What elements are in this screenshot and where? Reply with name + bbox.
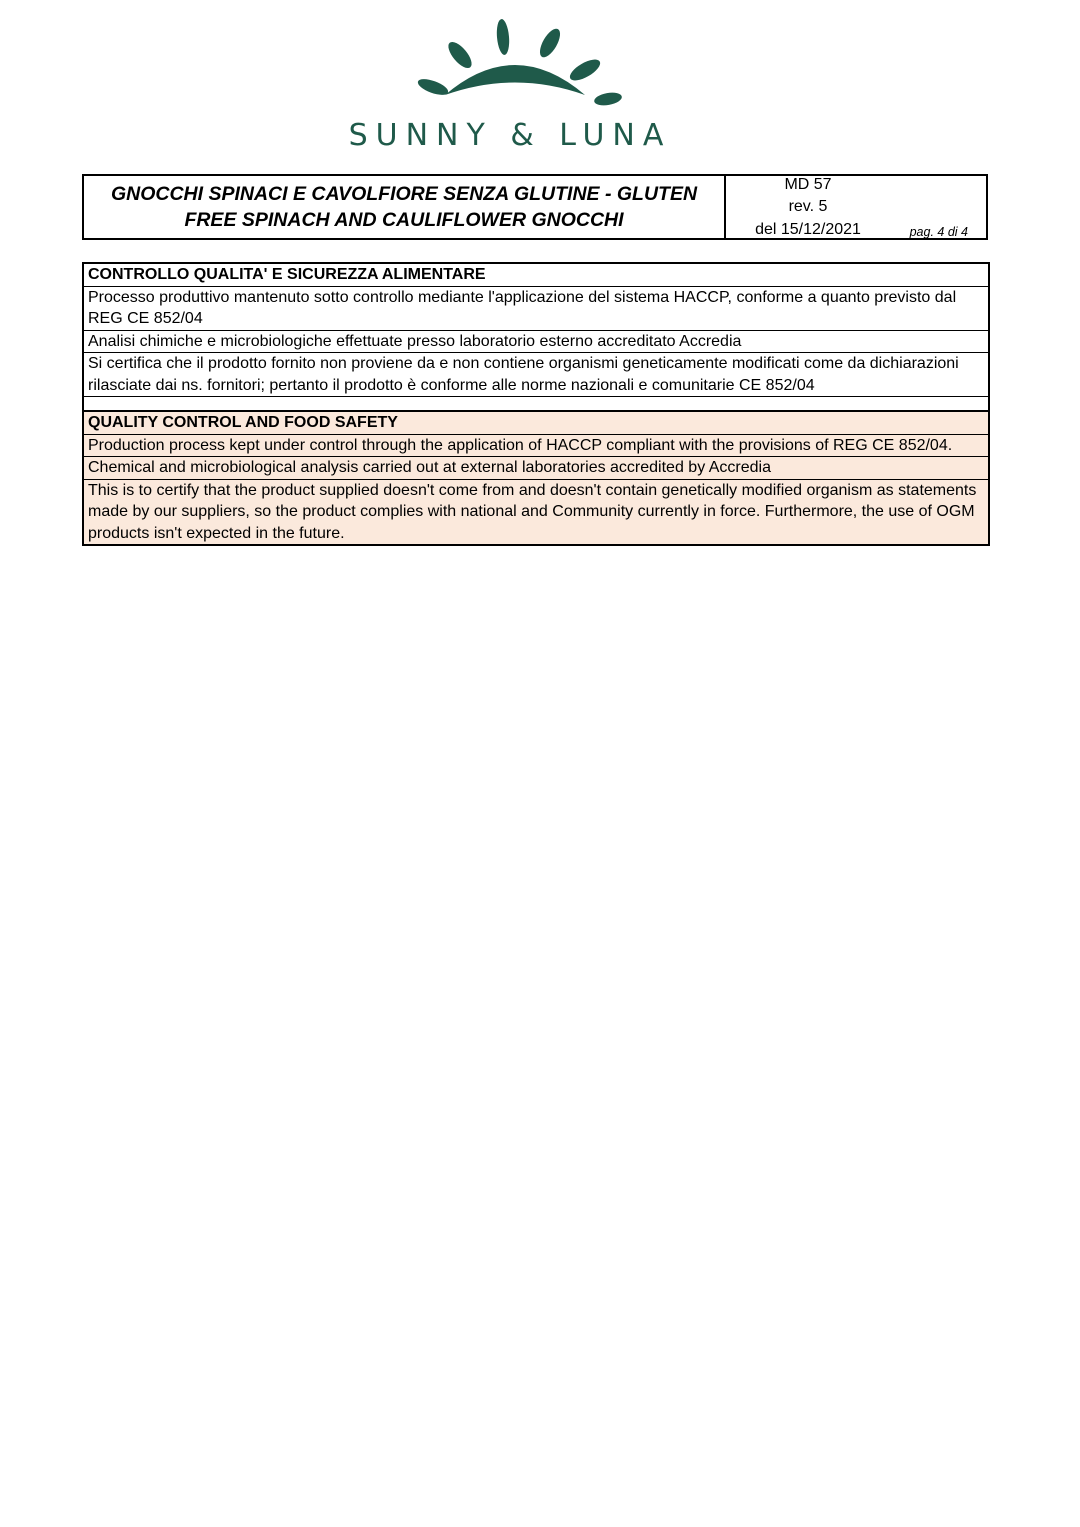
table-row: Production process kept under control through the application of HACCP compliant with the provisions of REG CE 852/04. [84, 435, 988, 458]
section-heading: CONTROLLO QUALITA' E SICUREZZA ALIMENTARE [84, 264, 988, 287]
table-row: Processo produttivo mantenuto sotto controllo mediante l'applicazione del sistema HACCP, conforme a quanto previsto dal REG CE 852/04 [84, 287, 988, 331]
document-header [82, 174, 988, 240]
sun-logo-icon [405, 15, 625, 115]
table-row: Chemical and microbiological analysis carried out at external laboratories accredited by Accredia [84, 457, 988, 480]
page-number: pag. 4 di 4 [909, 225, 968, 239]
doc-code: MD 57 [784, 176, 832, 193]
table-row: Si certifica che il prodotto fornito non proviene da e non contiene organismi geneticamente modificati come da dichiarazioni rilasciate dai ns. fornitori; pertanto il prodotto è conforme alle norme nazionali e comunitarie CE 852/04 [84, 353, 988, 397]
company-logo [320, 10, 700, 160]
section-heading: QUALITY CONTROL AND FOOD SAFETY [84, 412, 988, 435]
english-quality-section [82, 410, 990, 546]
table-row: This is to certify that the product supplied doesn't come from and doesn't contain genetically modified organism as statements made by our suppliers, so the product complies with national and Community currently in force. Furthermore, the use of OGM products isn't expected in the future. [88, 481, 977, 542]
revision-date: del 15/12/2021 [755, 221, 861, 238]
product-title [84, 176, 726, 238]
document-meta [726, 176, 986, 238]
table-row: Analisi chimiche e microbiologiche effettuate presso laboratorio esterno accreditato Accredia [84, 331, 988, 354]
italian-quality-section [82, 262, 990, 419]
product-title-line-2: FREE SPINACH AND CAULIFLOWER GNOCCHI [184, 209, 624, 231]
revision: rev. 5 [788, 198, 828, 215]
logo-wordmark: SUNNY & LUNA [348, 118, 672, 153]
product-title-line-1: GNOCCHI SPINACI E CAVOLFIORE SENZA GLUTINE - GLUTEN [110, 183, 698, 205]
